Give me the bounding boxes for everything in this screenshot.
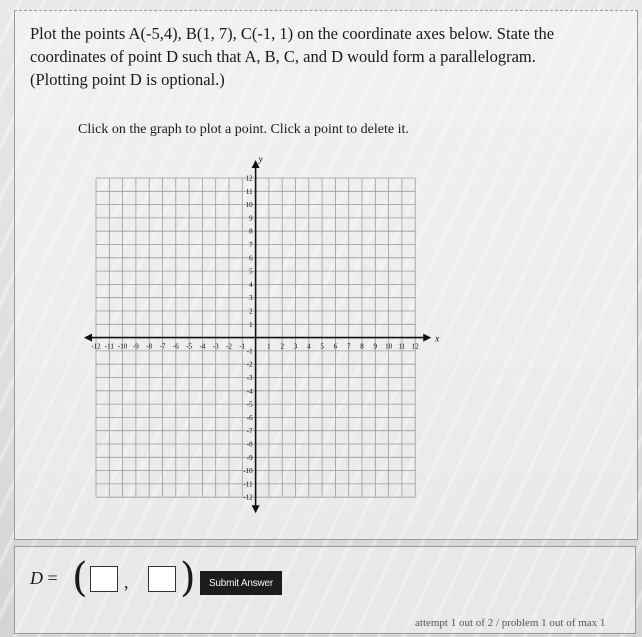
y-tick-label: -4 (246, 387, 253, 396)
x-tick-label: 1 (267, 342, 271, 351)
y-tick-label: -12 (243, 493, 253, 502)
x-tick-label: -12 (91, 342, 101, 351)
equals-sign: = (43, 568, 58, 588)
y-tick-label: -10 (243, 467, 253, 476)
x-tick-label: -8 (146, 342, 153, 351)
y-tick-label: -5 (246, 400, 253, 409)
x-axis-arrow-right (423, 334, 431, 342)
close-paren: ) (180, 555, 196, 601)
question-line-2: coordinates of point D such that A, B, C, and D would form a parallelogram. (30, 47, 536, 66)
y-tick-label: -2 (246, 360, 253, 369)
x-tick-label: 6 (333, 342, 338, 351)
submit-answer-button[interactable]: Submit Answer (200, 571, 282, 595)
y-tick-label: 1 (249, 320, 253, 329)
x-tick-label: -7 (159, 342, 166, 351)
x-tick-label: -4 (199, 342, 206, 351)
x-tick-label: -5 (186, 342, 193, 351)
x-axis-arrow-left (84, 334, 92, 342)
y-tick-label: 10 (245, 201, 253, 210)
x-tick-label: 7 (346, 342, 351, 351)
y-axis-label: y (258, 154, 263, 164)
x-tick-label: 11 (398, 342, 406, 351)
y-tick-label: -9 (246, 453, 253, 462)
y-tick-label: 2 (249, 307, 253, 316)
graph-instruction: Click on the graph to plot a point. Click a point to delete it. (78, 122, 409, 137)
x-tick-label: -6 (172, 342, 179, 351)
y-tick-label: 4 (249, 280, 253, 289)
y-tick-label: 9 (249, 214, 253, 223)
y-tick-label: -7 (246, 427, 253, 436)
y-tick-label: 3 (249, 294, 253, 303)
attempt-status: attempt 1 out of 2 / problem 1 out of max 1 (415, 617, 606, 629)
question-text (30, 22, 620, 91)
x-axis-label: x (435, 333, 440, 344)
y-tick-label: -1 (246, 347, 253, 356)
point-d-label (30, 568, 58, 589)
y-tick-label: -3 (246, 374, 253, 382)
y-tick-label: 8 (249, 227, 253, 236)
open-paren: ( (72, 555, 88, 601)
x-tick-label: 4 (307, 342, 311, 351)
x-tick-label: -3 (212, 342, 219, 351)
y-tick-label: -8 (246, 440, 253, 449)
x-tick-label: 12 (411, 342, 419, 351)
d-x-input[interactable] (90, 566, 118, 592)
x-tick-label: 5 (320, 342, 324, 351)
question-line-3: (Plotting point D is optional.) (30, 70, 225, 89)
y-tick-label: -6 (246, 413, 253, 422)
d-y-input[interactable] (148, 566, 176, 592)
y-tick-label: 6 (249, 254, 253, 263)
x-tick-label: -2 (226, 342, 232, 351)
x-tick-label: 2 (280, 342, 284, 351)
y-tick-label: 11 (245, 187, 253, 196)
x-tick-label: 8 (360, 342, 364, 351)
x-tick-label: 9 (373, 342, 378, 351)
coordinate-graph[interactable] (86, 150, 440, 510)
y-tick-label: 5 (249, 267, 253, 276)
x-tick-label: 10 (385, 342, 393, 351)
y-tick-label: -11 (243, 480, 253, 489)
x-tick-label: 3 (293, 342, 298, 351)
y-tick-label: 12 (245, 174, 253, 183)
x-tick-label: -9 (132, 342, 139, 351)
y-tick-label: 7 (249, 241, 253, 249)
x-tick-label: -1 (239, 342, 246, 351)
question-line-1: Plot the points A(-5,4), B(1, 7), C(-1, 1) on the coordinate axes below. State the (30, 24, 555, 43)
point-d-letter: D (30, 568, 43, 588)
x-tick-label: -10 (117, 342, 128, 351)
coordinate-comma: , (124, 572, 129, 592)
x-tick-label: -11 (104, 342, 114, 351)
